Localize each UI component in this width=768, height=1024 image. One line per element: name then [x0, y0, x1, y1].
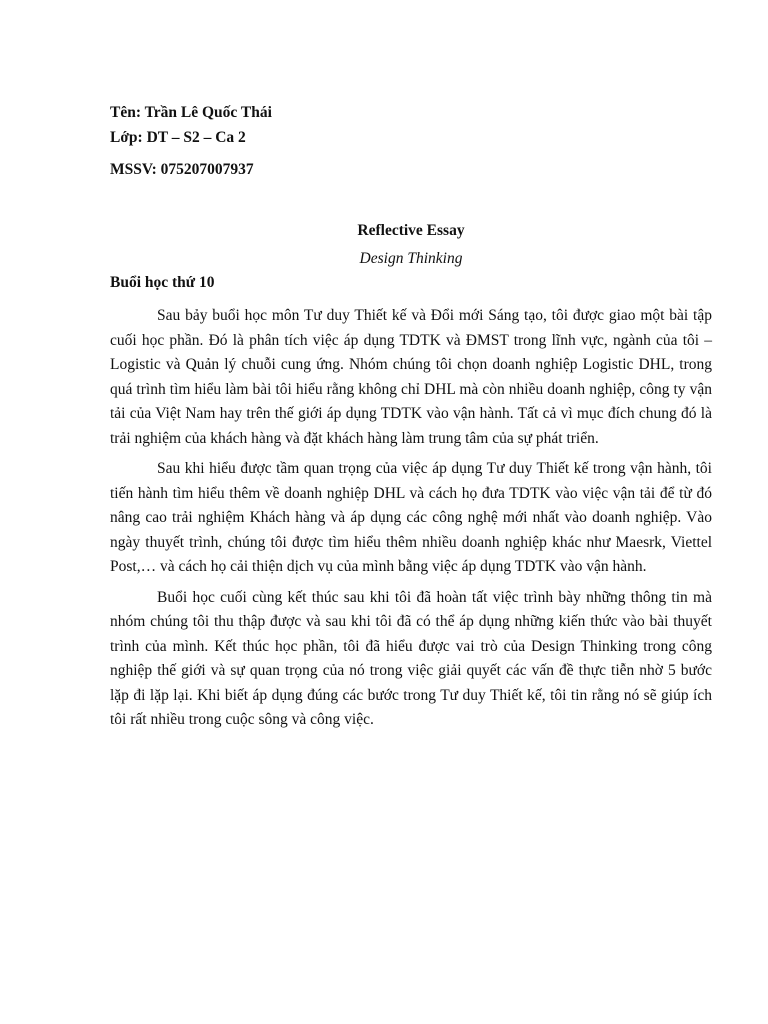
student-info	[110, 100, 272, 182]
paragraph-3: Buổi học cuối cùng kết thúc sau khi tôi đã hoàn tất việc trình bày những thông tin mà nhóm chúng tôi thu thập được và sau khi tôi đã có thể áp dụng những kiến thức vào bài thuyết trình của mình. Kết thúc học phần, tôi đã hiểu được vai trò của Design Thinking trong công nghiệp thế giới và sự quan trọng của nó trong việc giải quyết các vấn đề thực tiễn nhờ 5 bước lặp đi lặp lại. Khi biết áp dụng đúng các bước trong Tư duy Thiết kế, tôi tin rằng nó sẽ giúp ích tôi rất nhiều trong cuộc sông và công việc.	[110, 588, 712, 728]
student-id: MSSV: 075207007937	[110, 161, 254, 178]
essay-title: Reflective Essay	[357, 222, 465, 239]
session-heading: Buổi học thứ 10	[110, 274, 215, 291]
student-class: Lớp: DT – S2 – Ca 2	[110, 129, 246, 146]
paragraph-1: Sau bảy buổi học môn Tư duy Thiết kế và Đổi mới Sáng tạo, tôi được giao một bài tập cuối học phần. Đó là phân tích việc áp dụng TDTK và ĐMST trong lĩnh vực, ngành của tôi – Logistic và Quản lý chuỗi cung ứng. Nhóm chúng tôi chọn doanh nghiệp Logistic DHL, trong quá trình tìm hiểu làm bài tôi hiểu rằng không chỉ DHL mà còn nhiều doanh nghiệp, công ty vận tải của Việt Nam hay trên thế giới áp dụng TDTK vào vận hành. Tất cả vì mục đích chung đó là trải nghiệm của khách hàng và đặt khách hàng làm trung tâm của sự phát triển.	[110, 307, 712, 447]
student-name: Tên: Trần Lê Quốc Thái	[110, 104, 272, 121]
essay-body	[110, 304, 712, 739]
essay-subtitle: Design Thinking	[359, 250, 463, 267]
paragraph-2: Sau khi hiểu được tầm quan trọng của việc áp dụng Tư duy Thiết kế trong vận hành, tôi tiến hành tìm hiểu thêm về doanh nghiệp DHL và cách họ đưa TDTK vào việc vận tải để từ đó nâng cao trải nghiệm Khách hàng và áp dụng các công nghệ mới nhất vào doanh nghiệp. Vào ngày thuyết trình, chúng tôi được tìm hiểu thêm nhiều doanh nghiệp khác như Maesrk, Viettel Post,… và cách họ cải thiện dịch vụ của mình bằng việc áp dụng TDTK vào vận hành.	[110, 460, 712, 575]
